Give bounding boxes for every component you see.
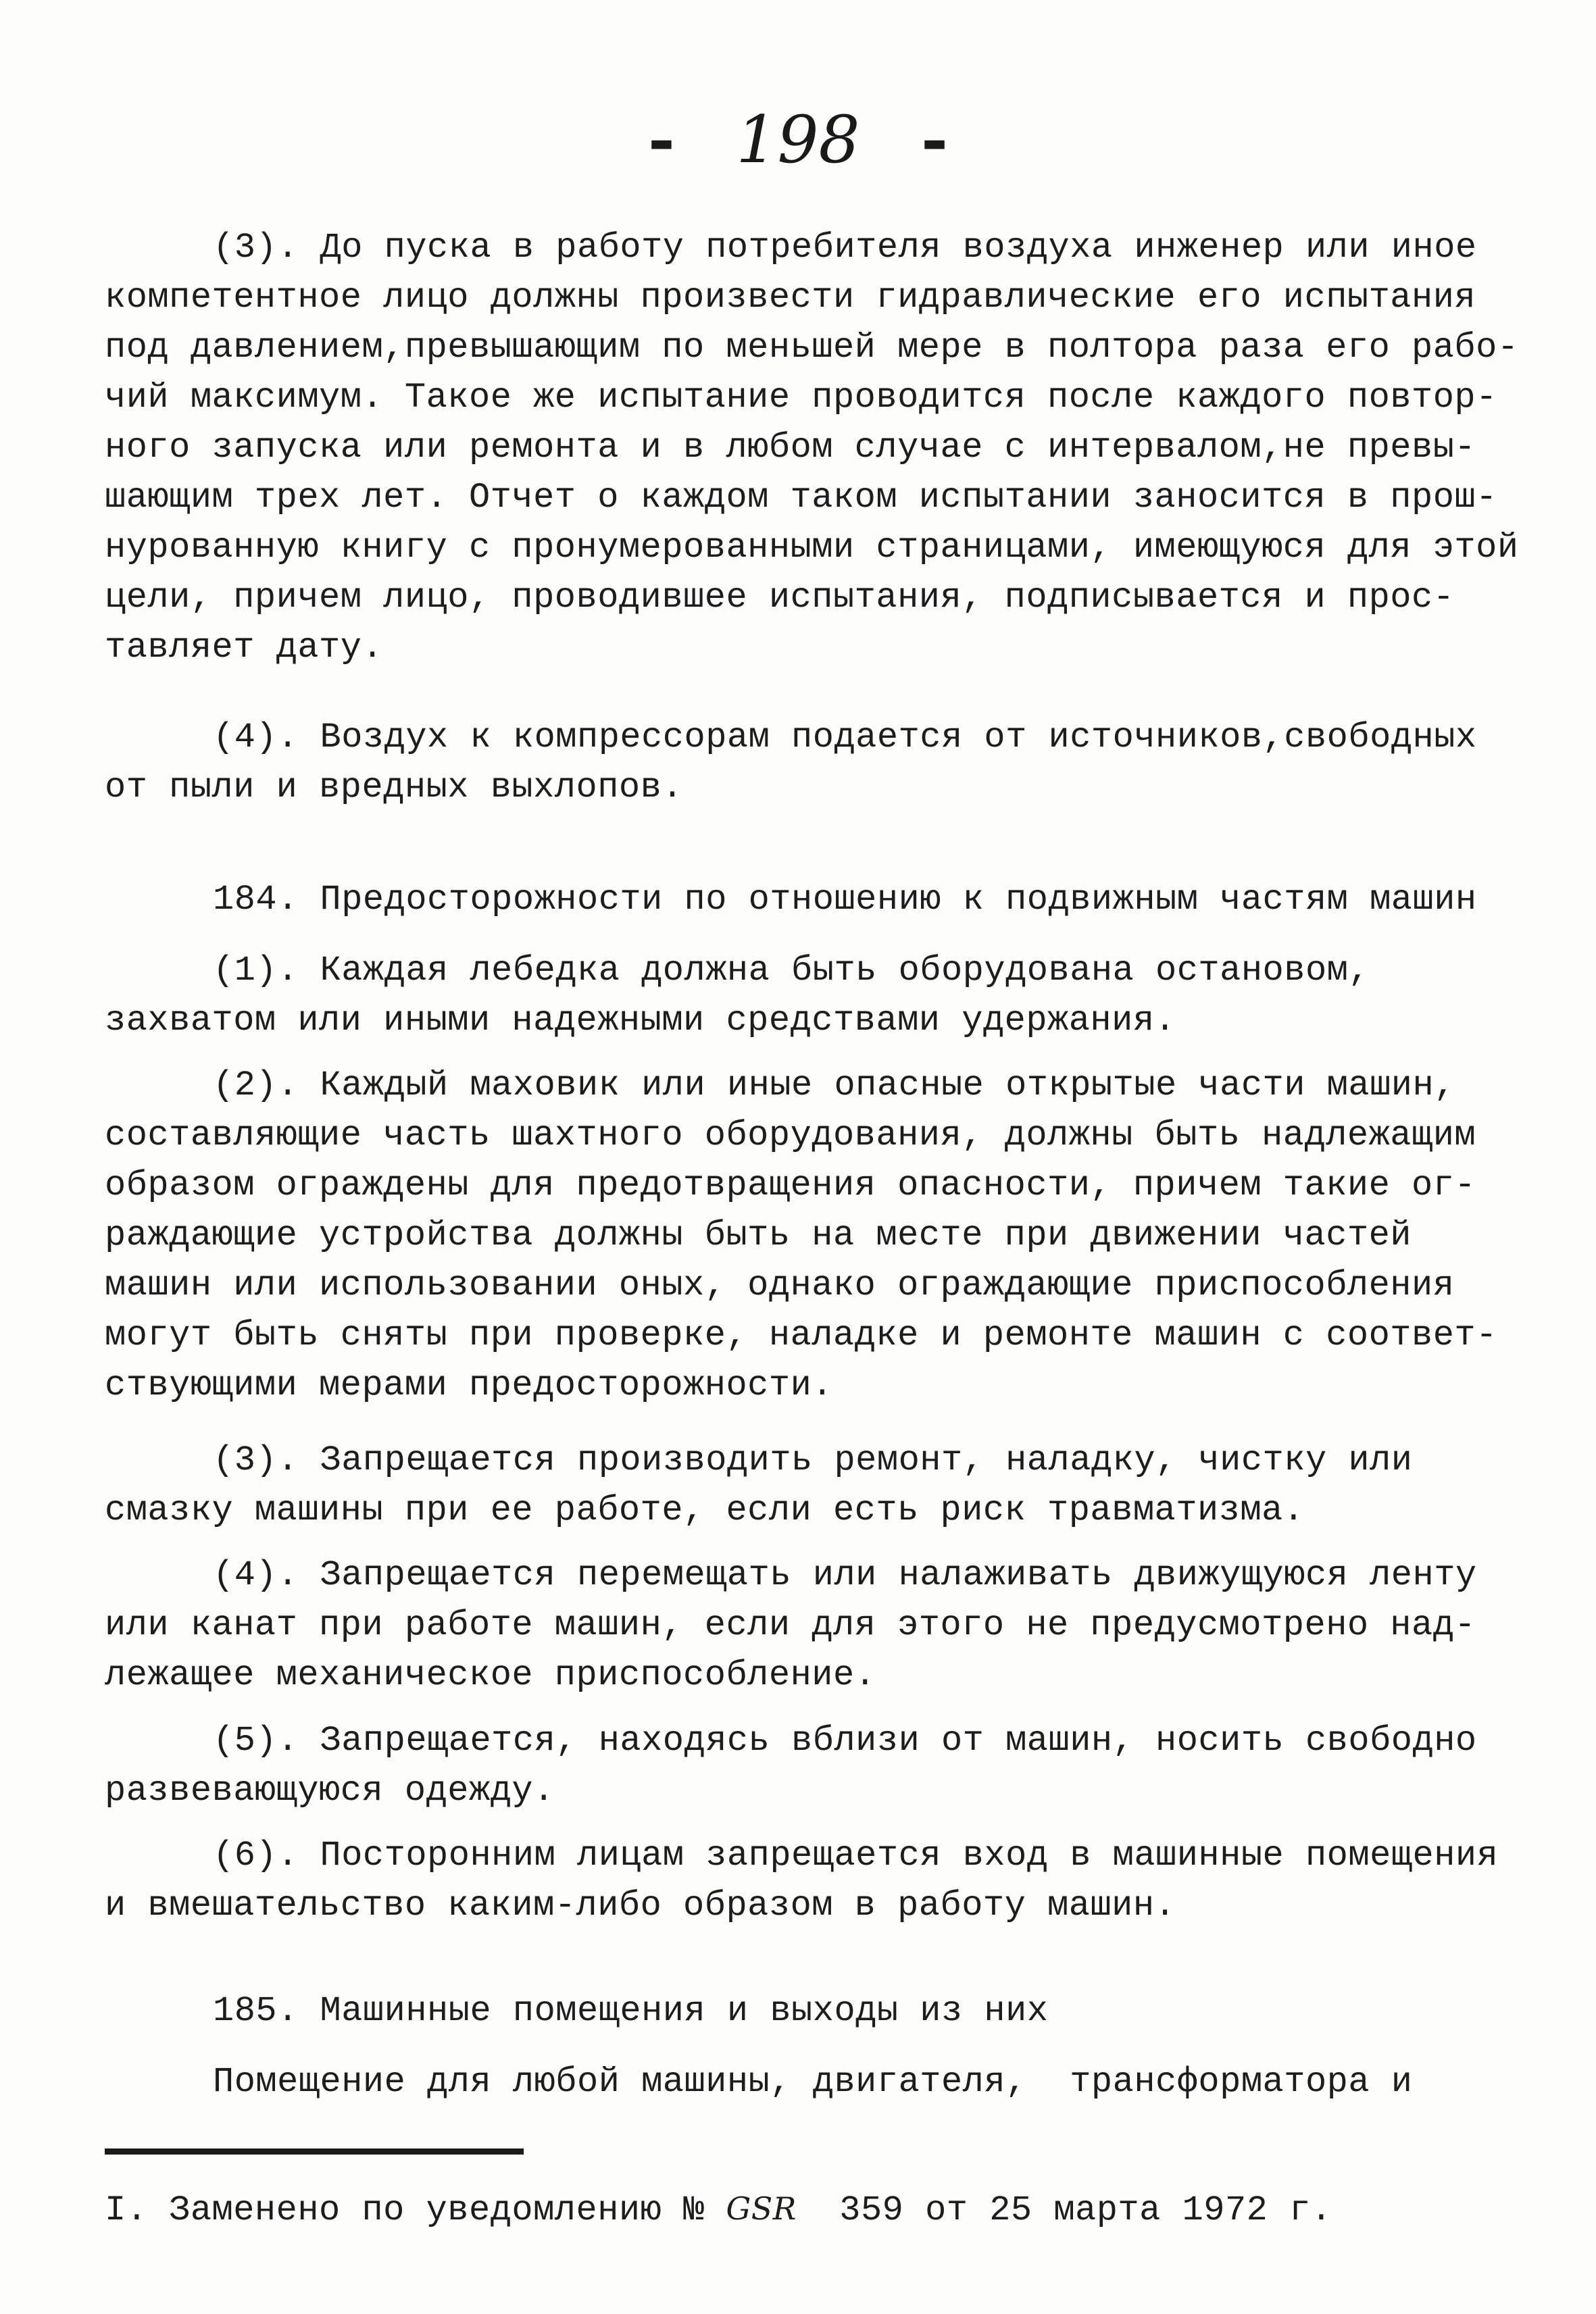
paragraph-line: захватом или иными надежными средствами удержания. xyxy=(105,1001,1176,1040)
paragraph-line: (1). Каждая лебедка должна быть оборудована остановом, xyxy=(213,951,1370,990)
paragraph-line: составляющие часть шахтного оборудования, должны быть надлежащим xyxy=(105,1115,1476,1155)
paragraph-line: (2). Каждый маховик или иные опасные открытые части машин, xyxy=(213,1065,1455,1105)
paragraph-line: компетентное лицо должны произвести гидравлические его испытания xyxy=(105,278,1476,318)
paragraph-line: ного запуска или ремонта и в любом случае с интервалом,не превы- xyxy=(105,428,1476,468)
section-184-item-2 xyxy=(105,1061,1510,1411)
paragraph-line: чий максимум. Такое же испытание проводится после каждого повтор- xyxy=(105,378,1497,418)
paragraph-line: могут быть сняты при проверке, наладке и ремонте машин с соответ- xyxy=(105,1315,1497,1355)
section-184-item-4 xyxy=(105,1551,1510,1701)
section-185-heading xyxy=(105,1986,1510,2036)
footnote-divider xyxy=(105,2148,524,2155)
section-185-text xyxy=(105,2057,1510,2107)
footnote-suffix: 359 от 25 марта 1972 г. xyxy=(796,2190,1332,2230)
paragraph-line: тавляет дату. xyxy=(105,628,384,668)
page-number-dash-left: - xyxy=(648,101,675,178)
page-number-value: 198 xyxy=(736,102,860,178)
paragraph-line: лежащее механическое приспособление. xyxy=(105,1655,876,1695)
page-number xyxy=(0,101,1596,178)
paragraph-line: (6). Посторонним лицам запрещается вход в машинные помещения xyxy=(213,1836,1499,1876)
paragraph-line: цели, причем лицо, проводившее испытания, подписывается и прос- xyxy=(105,578,1455,618)
footnote-prefix: I. Заменено по уведомлению № xyxy=(105,2190,726,2230)
paragraph-3 xyxy=(105,223,1519,673)
section-184-item-1 xyxy=(105,946,1510,1046)
section-184-heading xyxy=(105,875,1510,925)
paragraph-4 xyxy=(105,713,1510,813)
section-184-item-6 xyxy=(105,1831,1510,1931)
paragraph-line: или канат при работе машин, если для этого не предусмотрено над- xyxy=(105,1605,1476,1645)
paragraph-line: раждающие устройства должны быть на месте при движении частей xyxy=(105,1215,1412,1255)
paragraph-line: (3). До пуска в работу потребителя воздуха инженер или иное xyxy=(213,228,1477,268)
paragraph-line: ствующими мерами предосторожности. xyxy=(105,1365,833,1405)
paragraph-line: от пыли и вредных выхлопов. xyxy=(105,768,684,807)
paragraph-line: Помещение для любой машины, двигателя, трансформатора и xyxy=(213,2062,1413,2102)
section-heading: 185. Машинные помещения и выходы из них xyxy=(213,1991,1049,2031)
paragraph-line: под давлением,превышающим по меньшей мере в полтора раза его рабо- xyxy=(105,328,1519,368)
paragraph-line: (5). Запрещается, находясь вблизи от машин, носить свободно xyxy=(213,1721,1477,1761)
paragraph-line: нурованную книгу с пронумерованными страницами, имеющуюся для этой xyxy=(105,528,1519,568)
footnote-handwritten-code: GSR xyxy=(726,2190,797,2227)
footnote xyxy=(105,2184,1510,2234)
paragraph-line: образом ограждены для предотвращения опасности, причем такие ог- xyxy=(105,1165,1476,1205)
paragraph-line: (3). Запрещается производить ремонт, наладку, чистку или xyxy=(213,1440,1413,1480)
section-184-item-5 xyxy=(105,1716,1510,1816)
section-heading: 184. Предосторожности по отношению к подвижным частям машин xyxy=(213,880,1477,920)
paragraph-line: машин или использовании оных, однако ограждающие приспособления xyxy=(105,1265,1455,1305)
section-184-item-3 xyxy=(105,1436,1510,1536)
paragraph-line: шающим трех лет. Отчет о каждом таком испытании заносится в прош- xyxy=(105,478,1497,518)
page-number-dash-right: - xyxy=(921,101,948,178)
paragraph-line: и вмешательство каким-либо образом в работу машин. xyxy=(105,1886,1176,1926)
paragraph-line: развевающуюся одежду. xyxy=(105,1771,555,1811)
paragraph-line: смазку машины при ее работе, если есть риск травматизма. xyxy=(105,1490,1305,1530)
paragraph-line: (4). Запрещается перемещать или налаживать движущуюся ленту xyxy=(213,1555,1477,1595)
paragraph-line: (4). Воздух к компрессорам подается от источников,свободных xyxy=(213,718,1477,757)
